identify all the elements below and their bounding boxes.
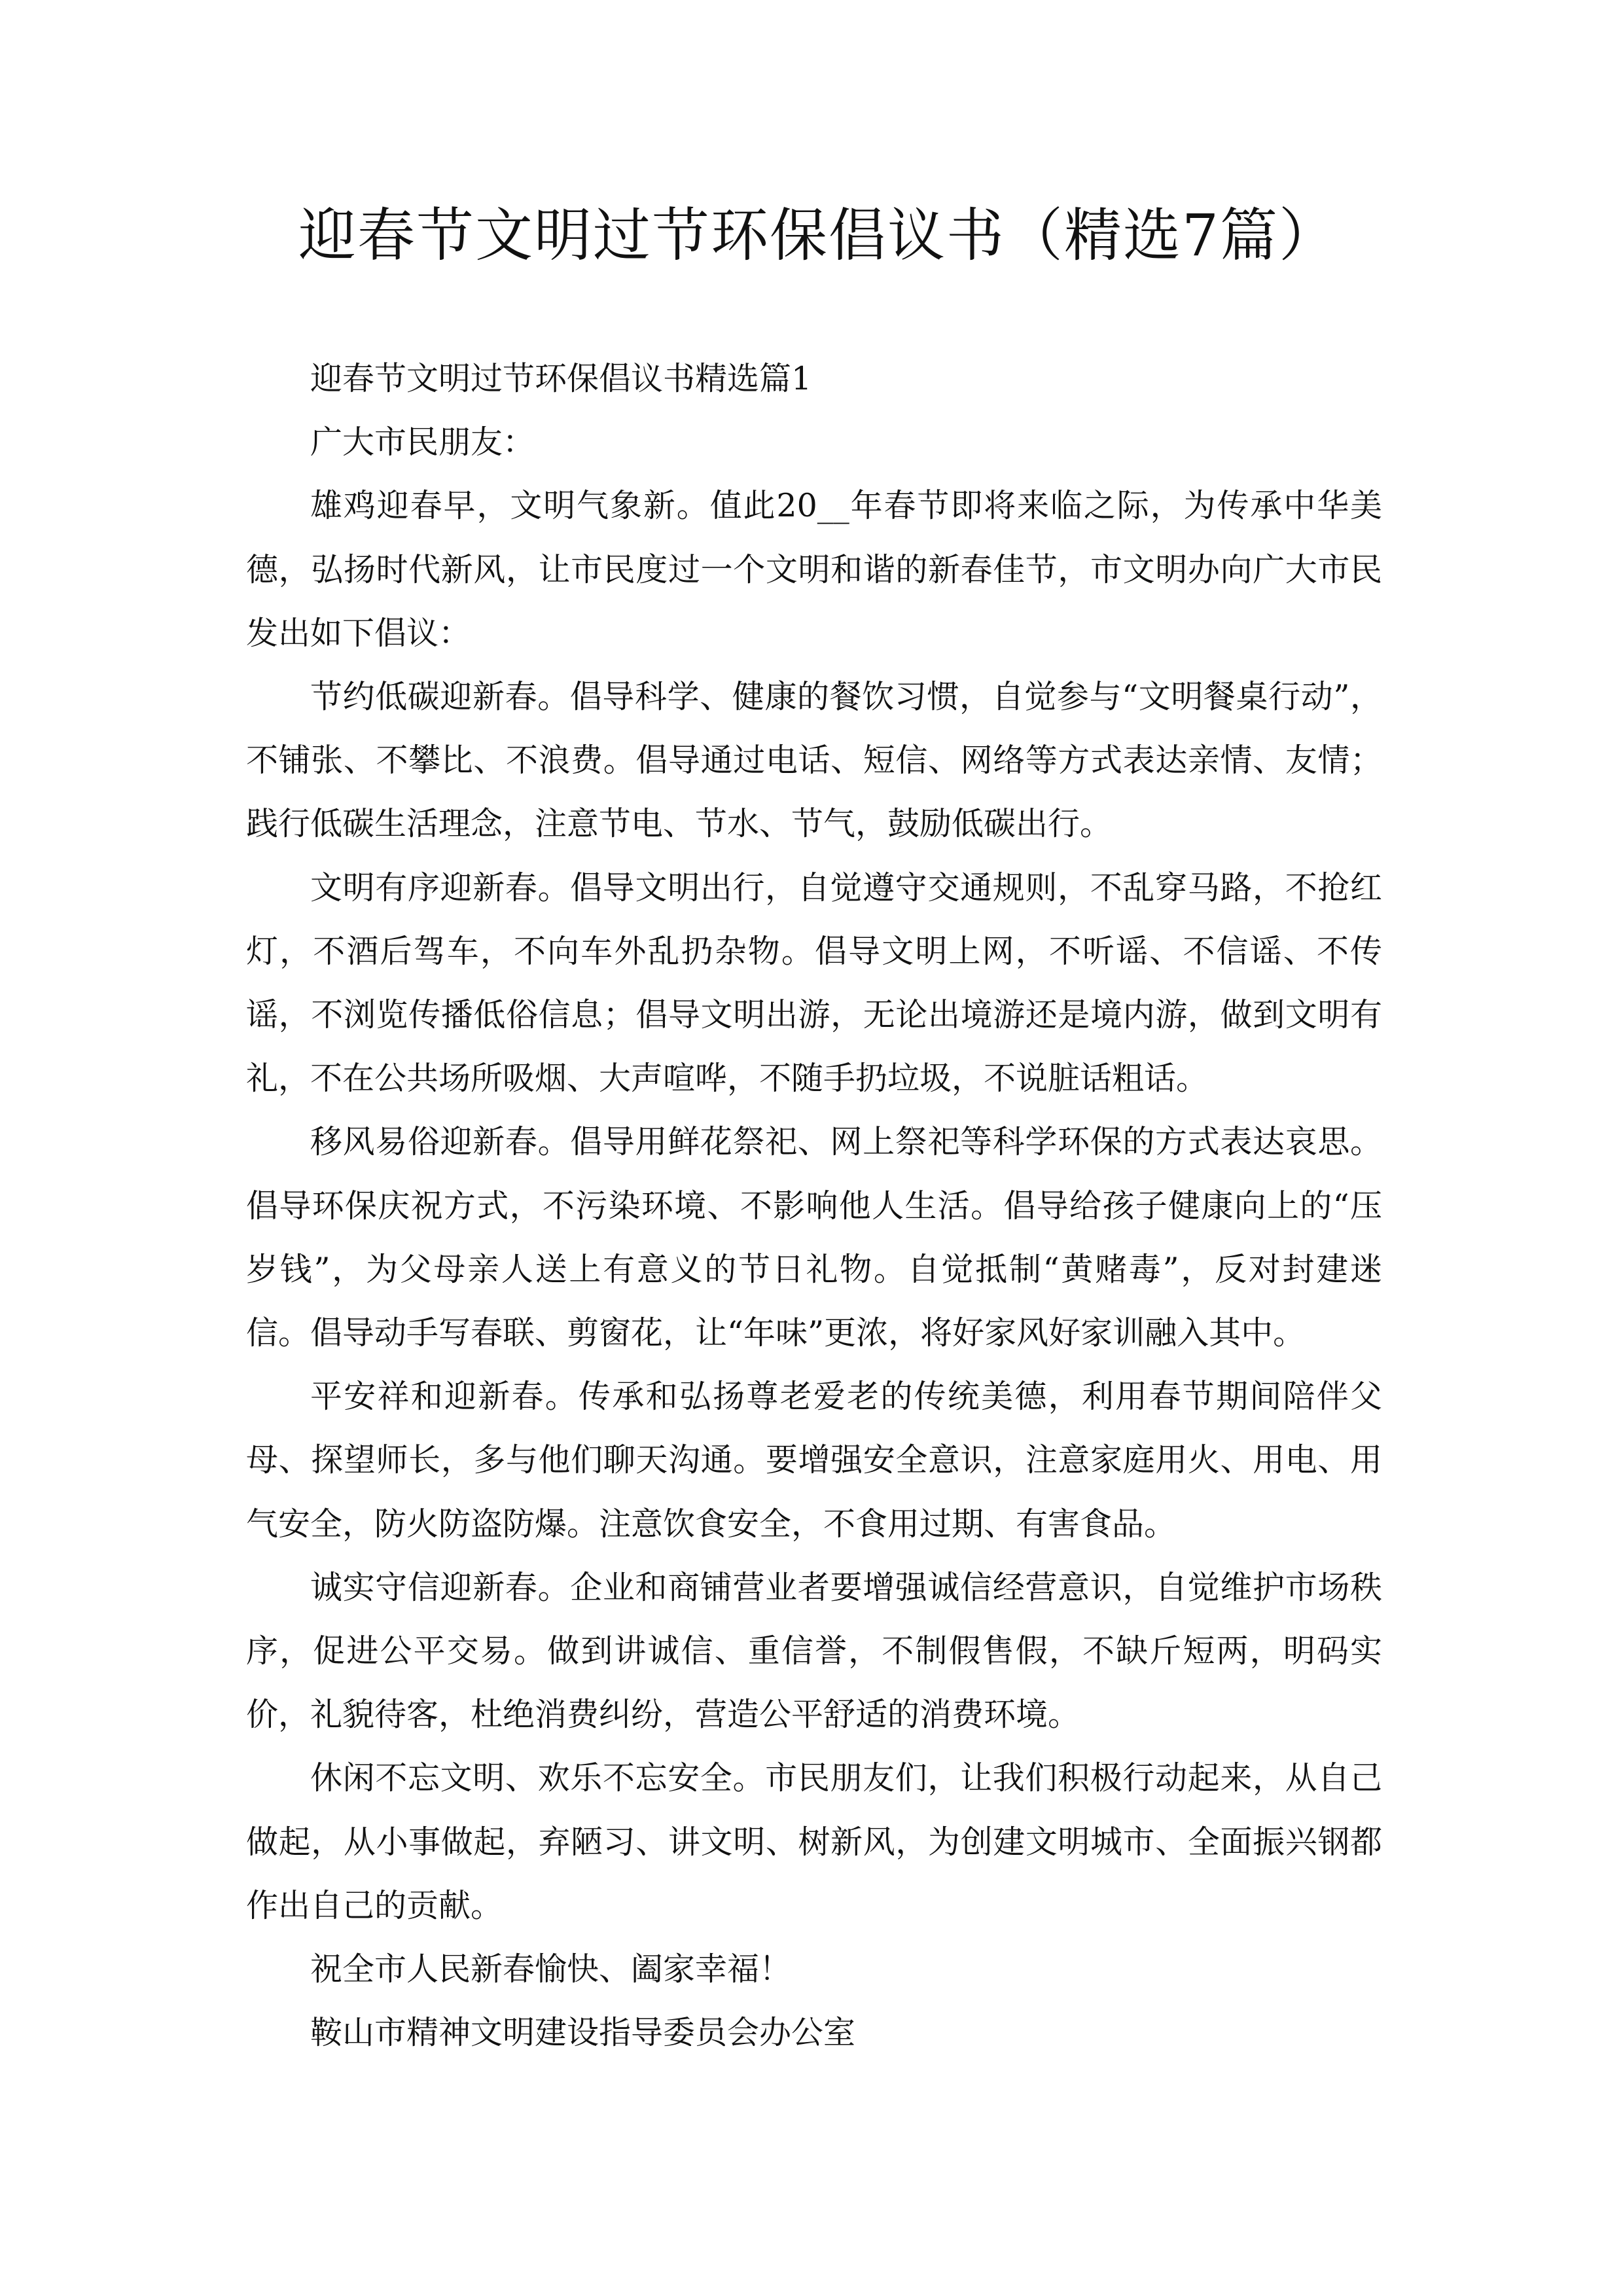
paragraph-customs: 移风易俗迎新春。倡导用鲜花祭祀、网上祭祀等科学环保的方式表达哀思。倡导环保庆祝方式，不污染环境、不影响他人生活。倡导给孩子健康向上的“压岁钱”，为父母亲人送上有意义的节日礼物。自觉抵制“黄赌毒”，反对封建迷信。倡导动手写春联、剪窗花，让“年味”更浓，将好家风好家训融入其中。 bbox=[246, 1123, 1382, 1352]
paragraph-call-to-action: 休闲不忘文明、欢乐不忘安全。市民朋友们，让我们积极行动起来，从自己做起，从小事做起，弃陋习、讲文明、树新风，为创建文明城市、全面振兴钢都作出自己的贡献。 bbox=[246, 1759, 1382, 1924]
section-heading: 迎春节文明过节环保倡议书精选篇1 bbox=[310, 360, 812, 397]
signature: 鞍山市精神文明建设指导委员会办公室 bbox=[310, 2014, 856, 2052]
document-body bbox=[246, 347, 1382, 2064]
paragraph-honesty: 诚实守信迎新春。企业和商铺营业者要增强诚信经营意识，自觉维护市场秩序，促进公平交易。做到讲诚信、重信誉，不制假售假，不缺斤短两，明码实价，礼貌待客，杜绝消费纠纷，营造公平舒适的消费环境。 bbox=[246, 1568, 1382, 1734]
closing-greeting: 祝全市人民新春愉快、阖家幸福！ bbox=[310, 1950, 792, 1988]
paragraph-low-carbon: 节约低碳迎新春。倡导科学、健康的餐饮习惯，自觉参与“文明餐桌行动”，不铺张、不攀比、不浪费。倡导通过电话、短信、网络等方式表达亲情、友情；践行低碳生活理念，注意节电、节水、节气，鼓励低碳出行。 bbox=[246, 678, 1382, 843]
salutation: 广大市民朋友： bbox=[310, 423, 535, 461]
paragraph-intro: 雄鸡迎春早，文明气象新。值此20__年春节即将来临之际，为传承中华美德，弘扬时代新风，让市民度过一个文明和谐的新春佳节，市文明办向广大市民发出如下倡议： bbox=[246, 487, 1382, 652]
paragraph-peace-safety: 平安祥和迎新春。传承和弘扬尊老爱老的传统美德，利用春节期间陪伴父母、探望师长，多与他们聊天沟通。要增强安全意识，注意家庭用火、用电、用气安全，防火防盗防爆。注意饮食安全，不食用过期、有害食品。 bbox=[246, 1378, 1382, 1543]
document-title: 迎春节文明过节环保倡议书（精选7篇） bbox=[298, 202, 1338, 269]
paragraph-civilized-order: 文明有序迎新春。倡导文明出行，自觉遵守交通规则，不乱穿马路，不抢红灯，不酒后驾车，不向车外乱扔杂物。倡导文明上网，不听谣、不信谣、不传谣，不浏览传播低俗信息；倡导文明出游，无论出境游还是境内游，做到文明有礼，不在公共场所吸烟、大声喧哗，不随手扔垃圾，不说脏话粗话。 bbox=[246, 869, 1382, 1098]
